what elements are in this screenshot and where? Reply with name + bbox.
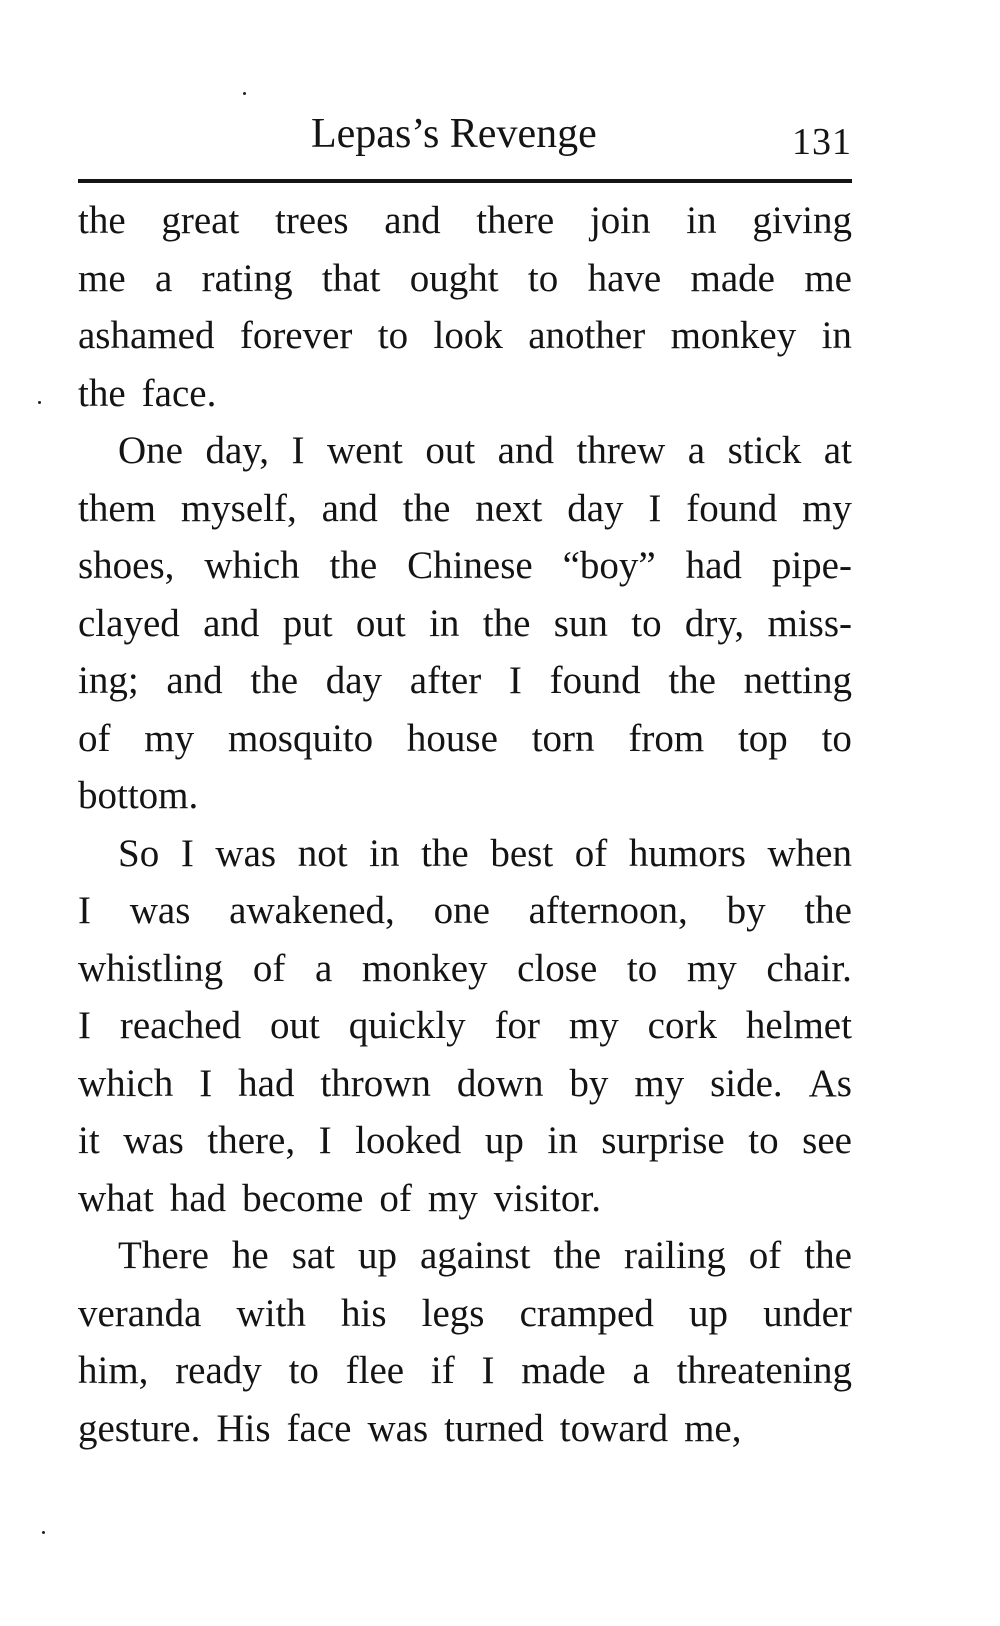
word: see — [802, 1119, 852, 1162]
word: made — [690, 256, 775, 300]
word: stick — [727, 429, 802, 472]
word: had — [238, 1061, 295, 1105]
word: found — [686, 486, 778, 530]
word: look — [433, 314, 503, 357]
word: trees — [274, 199, 349, 242]
word: I — [318, 1119, 332, 1162]
word: which — [204, 544, 300, 587]
word: had — [685, 544, 742, 587]
word: he — [231, 1234, 269, 1277]
text-line — [78, 422, 852, 480]
word: railing — [624, 1234, 726, 1277]
margin-speck — [42, 1531, 45, 1534]
word: under — [763, 1291, 852, 1335]
word: face. — [141, 371, 217, 415]
text-line — [78, 192, 852, 250]
word: was — [123, 1119, 184, 1162]
word: if — [430, 1349, 455, 1392]
header-rule — [78, 179, 852, 183]
word: awakened, — [229, 889, 395, 932]
word: was — [129, 889, 191, 932]
word: forever — [239, 314, 353, 357]
word: I — [481, 1349, 495, 1392]
word: the — [402, 486, 451, 530]
word: his — [341, 1291, 387, 1335]
word: there, — [207, 1119, 296, 1162]
word: with — [236, 1291, 306, 1335]
word: out — [269, 1004, 320, 1047]
word: after — [409, 659, 482, 702]
word: there — [476, 199, 555, 242]
word: looked — [355, 1119, 462, 1162]
word: to — [821, 716, 852, 760]
text-line — [78, 1170, 852, 1228]
word: me — [804, 256, 852, 300]
word: of — [379, 1176, 412, 1220]
word: not — [297, 831, 348, 875]
word: cork — [647, 1004, 717, 1047]
word: to — [626, 946, 658, 990]
word: ashamed — [78, 314, 215, 357]
word: ought — [409, 256, 499, 300]
word: monkey — [361, 946, 488, 990]
word: the — [804, 1234, 852, 1277]
word: up — [689, 1291, 728, 1335]
word: what — [78, 1176, 154, 1220]
word: giving — [752, 199, 852, 242]
word: in — [429, 601, 460, 645]
text-line — [78, 825, 852, 883]
word: I — [648, 486, 662, 530]
text-line — [78, 997, 852, 1055]
word: out — [355, 601, 406, 645]
word: which — [78, 1061, 174, 1105]
word: made — [521, 1349, 606, 1392]
word: veranda — [78, 1291, 202, 1335]
word: and — [497, 429, 554, 472]
word: turned — [444, 1406, 544, 1450]
word: Chinese — [407, 544, 533, 587]
word: them — [78, 486, 156, 530]
word: flee — [345, 1349, 405, 1392]
text-line — [78, 307, 852, 365]
word: the — [250, 659, 299, 702]
word: my — [427, 1176, 478, 1220]
text-line — [78, 940, 852, 998]
word: me, — [684, 1406, 742, 1450]
word: bottom. — [78, 774, 199, 817]
word: me — [78, 256, 126, 300]
word: my — [568, 1004, 619, 1047]
paragraph — [78, 422, 852, 825]
word: thrown — [320, 1061, 431, 1105]
word: rating — [201, 256, 293, 300]
word: was — [215, 831, 277, 875]
word: and — [321, 486, 378, 530]
word: There — [118, 1234, 209, 1277]
running-title: Lepas’s Revenge — [311, 111, 597, 157]
word: become — [242, 1176, 364, 1220]
word: in — [369, 831, 400, 875]
word: helmet — [745, 1004, 852, 1047]
word: One — [118, 429, 183, 472]
word: against — [419, 1234, 531, 1277]
word: shoes, — [78, 544, 175, 587]
word: monkey — [670, 314, 797, 357]
page-number: 131 — [792, 121, 852, 163]
margin-speck — [243, 92, 246, 95]
word: found — [549, 659, 641, 702]
word: quickly — [348, 1004, 466, 1047]
word: miss- — [767, 601, 852, 645]
word: ready — [175, 1349, 262, 1392]
word: put — [282, 601, 333, 645]
word: by — [569, 1061, 609, 1105]
word: my — [802, 486, 852, 530]
word: when — [767, 831, 852, 875]
word: of — [574, 831, 608, 875]
word: pipe- — [771, 544, 852, 587]
text-line — [78, 250, 852, 308]
word: I — [199, 1061, 213, 1105]
text-line — [78, 1055, 852, 1113]
word: of — [78, 716, 111, 760]
word: from — [628, 716, 705, 760]
word: a — [632, 1349, 650, 1392]
word: join — [589, 199, 651, 242]
word: sun — [553, 601, 608, 645]
word: I — [78, 1004, 91, 1047]
text-line — [78, 480, 852, 538]
word: it — [78, 1119, 100, 1162]
word: legs — [421, 1291, 485, 1335]
word: and — [166, 659, 223, 702]
word: my — [144, 716, 195, 760]
word: His — [216, 1406, 271, 1450]
word: the — [668, 659, 716, 702]
word: the — [78, 371, 126, 415]
word: surprise — [601, 1119, 725, 1162]
word: “boy” — [562, 544, 656, 587]
word: my — [634, 1061, 685, 1105]
word: was — [367, 1406, 429, 1450]
margin-speck — [38, 401, 41, 404]
word: and — [203, 601, 260, 645]
word: by — [726, 889, 766, 932]
word: face — [286, 1406, 352, 1450]
word: close — [517, 946, 598, 990]
paragraph — [78, 1227, 852, 1457]
word: in — [547, 1119, 578, 1162]
word: that — [321, 256, 381, 300]
word: visitor. — [493, 1176, 602, 1220]
word: mosquito — [227, 716, 374, 760]
text-line — [78, 710, 852, 768]
word: up — [357, 1234, 397, 1277]
word: torn — [531, 716, 595, 760]
word: to — [288, 1349, 319, 1392]
word: the — [78, 199, 126, 242]
paragraph — [78, 192, 852, 422]
word: of — [748, 1234, 782, 1277]
word: went — [327, 429, 403, 472]
word: reached — [119, 1004, 242, 1047]
text-line — [78, 1227, 852, 1285]
word: and — [384, 199, 441, 242]
word: I — [180, 831, 194, 875]
word: of — [252, 946, 286, 990]
word: day — [567, 486, 624, 530]
word: a — [687, 429, 706, 472]
word: clayed — [78, 601, 180, 645]
word: myself, — [180, 486, 297, 530]
word: As — [808, 1061, 852, 1105]
word: the — [329, 544, 378, 587]
word: to — [377, 314, 409, 357]
text-line — [78, 1400, 852, 1458]
word: great — [161, 199, 240, 242]
text-line — [78, 1112, 852, 1170]
word: humors — [628, 831, 746, 875]
word: house — [406, 716, 498, 760]
word: had — [169, 1176, 227, 1220]
word: day, — [205, 429, 270, 472]
word: chair. — [766, 946, 852, 990]
word: for — [494, 1004, 541, 1047]
word: I — [508, 659, 522, 702]
text-line — [78, 1342, 852, 1400]
word: side. — [710, 1061, 783, 1105]
word: down — [456, 1061, 544, 1105]
word: I — [78, 889, 91, 932]
word: I — [291, 429, 305, 472]
word: threw — [576, 429, 666, 472]
text-line — [78, 767, 852, 825]
word: have — [587, 256, 662, 300]
body-text — [78, 192, 852, 1457]
word: another — [528, 314, 646, 357]
word: next — [475, 486, 543, 530]
paragraph — [78, 825, 852, 1228]
word: So — [118, 831, 160, 875]
word: dry, — [684, 601, 745, 645]
word: the — [553, 1234, 602, 1277]
word: to — [631, 601, 662, 645]
text-line — [78, 537, 852, 595]
word: to — [748, 1119, 779, 1162]
word: in — [686, 199, 717, 242]
text-line — [78, 1285, 852, 1343]
word: whistling — [78, 946, 224, 990]
text-line — [78, 882, 852, 940]
word: netting — [743, 659, 852, 702]
word: up — [484, 1119, 524, 1162]
word: in — [821, 314, 852, 357]
word: the — [482, 601, 531, 645]
word: the — [804, 889, 852, 932]
word: a — [154, 256, 173, 300]
page-header — [78, 108, 852, 168]
word: best — [490, 831, 554, 875]
word: gesture. — [78, 1406, 201, 1450]
word: day — [325, 659, 383, 702]
word: him, — [78, 1349, 149, 1392]
word: the — [421, 831, 469, 875]
word: ing; — [78, 659, 139, 702]
word: one — [433, 889, 490, 932]
word: a — [314, 946, 333, 990]
text-line — [78, 595, 852, 653]
text-line — [78, 652, 852, 710]
word: out — [425, 429, 476, 472]
word: afternoon, — [528, 889, 688, 932]
word: to — [527, 256, 559, 300]
word: my — [686, 946, 737, 990]
word: sat — [291, 1234, 336, 1277]
word: threatening — [676, 1349, 852, 1392]
word: toward — [559, 1406, 669, 1450]
text-line — [78, 365, 852, 423]
word: top — [737, 716, 788, 760]
word: cramped — [519, 1291, 654, 1335]
word: at — [823, 429, 852, 472]
